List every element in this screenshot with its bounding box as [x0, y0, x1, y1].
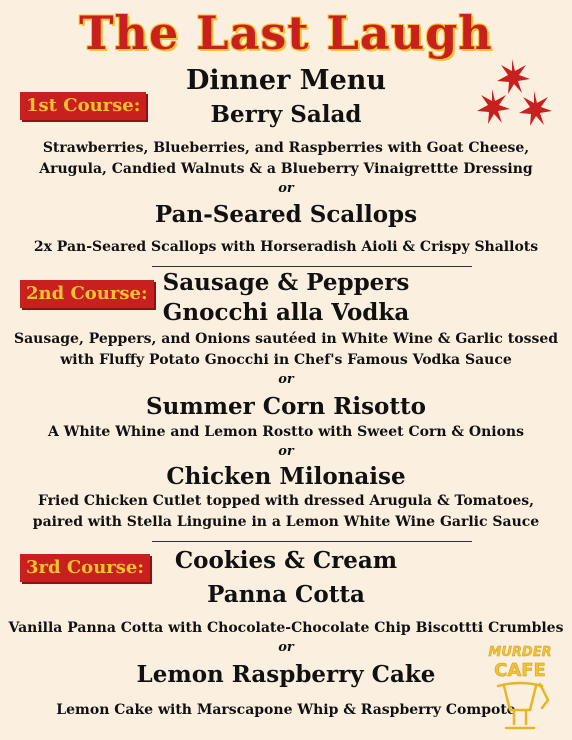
course-badge-third: 3rd Course: — [20, 554, 150, 582]
or-separator: or — [278, 372, 294, 387]
dish-description: Strawberries, Blueberries, and Raspberries with Goat Cheese, — [42, 140, 530, 156]
or-separator: or — [278, 444, 294, 459]
course-badge-first: 1st Course: — [20, 92, 146, 120]
dish-name: Panna Cotta — [207, 581, 365, 608]
dish-name: Chicken Milonaise — [166, 463, 406, 490]
dish-description: with Fluffy Potato Gnocchi in Chef's Famous Vodka Sauce — [60, 352, 512, 368]
dish-description: Fried Chicken Cutlet topped with dressed Arugula & Tomatoes, — [37, 493, 535, 509]
dish-description: Lemon Cake with Marscapone Whip & Raspberry Compote — [56, 702, 516, 718]
menu-subtitle: Dinner Menu — [185, 65, 387, 96]
murder-cafe-logo — [480, 638, 560, 736]
logo-line2: CAFE — [494, 660, 546, 681]
dish-name: Pan-Seared Scallops — [154, 201, 418, 228]
dish-name: Sausage & Peppers — [162, 269, 410, 296]
dish-description: 2x Pan-Seared Scallops with Horseradish Aioli & Crispy Shallots — [33, 239, 539, 255]
dish-name: Lemon Raspberry Cake — [136, 661, 436, 688]
or-separator: or — [278, 181, 294, 196]
dish-description: paired with Stella Linguine in a Lemon White Wine Garlic Sauce — [32, 514, 540, 530]
or-separator: or — [278, 640, 294, 655]
dish-name: Cookies & Cream — [174, 547, 398, 574]
dish-name: Gnocchi alla Vodka — [162, 299, 410, 326]
divider — [152, 541, 472, 542]
dish-description: A White Whine and Lemon Rostto with Sweet Corn & Onions — [48, 424, 524, 440]
course-badge-second: 2nd Course: — [20, 280, 154, 308]
logo-line1: MURDER — [488, 645, 552, 660]
dish-name: Summer Corn Risotto — [146, 393, 426, 420]
dish-description: Sausage, Peppers, and Onions sautéed in White Wine & Garlic tossed — [13, 331, 559, 347]
dish-name: Berry Salad — [210, 101, 362, 128]
dish-description: Vanilla Panna Cotta with Chocolate-Chocolate Chip Biscottti Crumbles — [8, 620, 564, 636]
dish-description: Arugula, Candied Walnuts & a Blueberry Vinaigrettte Dressing — [39, 161, 533, 177]
page-title: The Last Laugh — [79, 6, 493, 60]
divider — [152, 266, 472, 267]
